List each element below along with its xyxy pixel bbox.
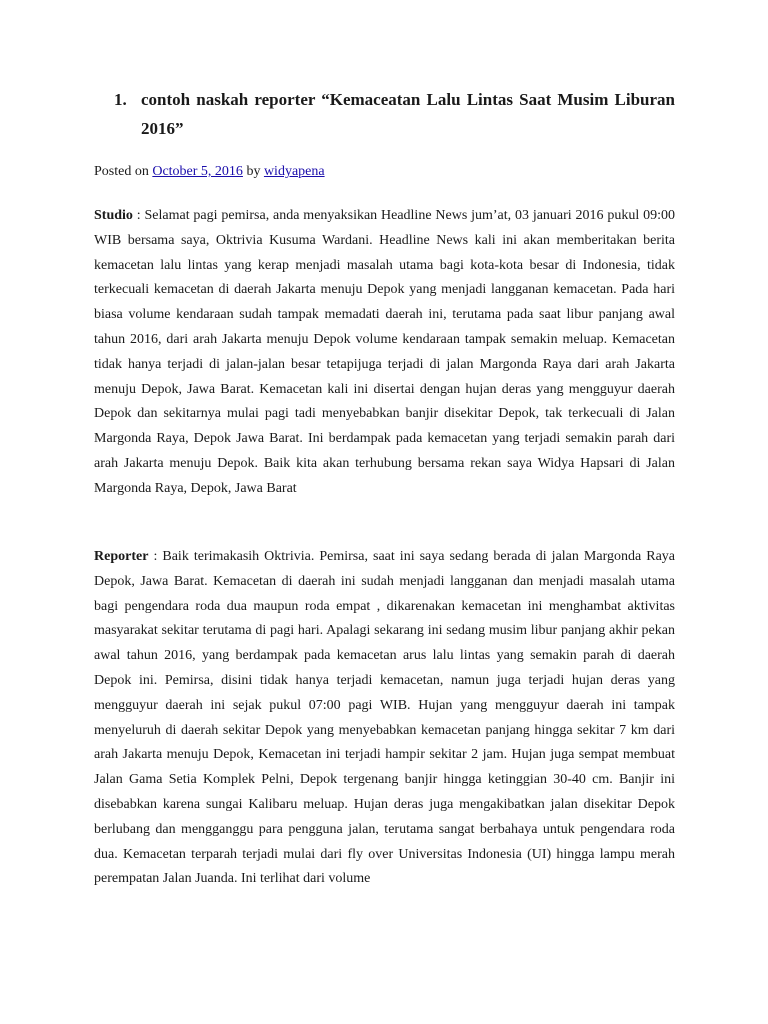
post-date-link[interactable]: October 5, 2016 bbox=[152, 164, 243, 179]
heading-number: 1. bbox=[114, 90, 127, 109]
by-text: by bbox=[246, 164, 261, 179]
author-link[interactable]: widyapena bbox=[263, 164, 325, 179]
post-meta bbox=[94, 162, 675, 182]
reporter-label: Reporter bbox=[94, 549, 149, 564]
posted-prefix: Posted on bbox=[94, 164, 149, 179]
article-heading bbox=[114, 85, 675, 143]
reporter-paragraph bbox=[94, 545, 675, 892]
studio-label: Studio bbox=[94, 208, 133, 223]
studio-text: : Selamat pagi pemirsa, anda menyaksikan Headline News jum’at, 03 januari 2016 pukul 09:00 WIB bersama saya, Oktrivia Kusuma Wardani. Headline News kali ini akan memberitakan berita kemacetan lalu lintas yang kerap menjadi masalah utama bagi kota-kota besar di Indonesia, tidak terkecuali kemacetan di daerah Jakarta menuju Depok yang menjadi langganan kemacetan. Pada hari biasa volume kendaraan sudah tampak memadati daerah ini, terutama pada saat libur panjang awal tahun 2016, dari arah Jakarta menuju Depok volume kendaraan tampak semakin meluap. Kemacetan tidak hanya terjadi di jalan-jalan besar tetapijuga terjadi di jalan Margonda Raya dari arah Jakarta menuju Depok, Jawa Barat. Kemacetan kali ini disertai dengan hujan deras yang mengguyur daerah Depok dan sekitarnya mulai pagi tadi menyebabkan banjir disekitar Depok, tak terkecuali di Jalan Margonda Raya, Depok Jawa Barat. Ini berdampak pada kemacetan yang terjadi semakin parah dari arah Jakarta menuju Depok. Baik kita akan terhubung bersama rekan saya Widya Hapsari di Jalan Margonda Raya, Depok, Jawa Barat bbox=[94, 208, 675, 496]
studio-paragraph bbox=[94, 204, 675, 502]
reporter-text: : Baik terimakasih Oktrivia. Pemirsa, saat ini saya sedang berada di jalan Margonda Raya Depok, Jawa Barat. Kemacetan di daerah ini sudah menjadi langganan dan menjadi masalah utama bagi pengendara roda dua maupun roda empat , dikarenakan kemacetan ini menghambat aktivitas masyarakat sekitar terutama di pagi hari. Apalagi sekarang ini sedang musim libur panjang akhir pekan awal tahun 2016, yang berdampak pada kemacetan arus lalu lintas yang semakin parah di daerah Depok ini. Pemirsa, disini tidak hanya terjadi kemacetan, namun juga terjadi hujan deras yang mengguyur daerah ini sejak pukul 07:00 pagi WIB. Hujan yang mengguyur daerah ini tampak menyeluruh di daerah sekitar Depok yang menyebabkan kemacetan panjang hingga sekitar 7 km dari arah Jakarta menuju Depok, Kemacetan ini terjadi hampir sekitar 2 jam. Hujan juga sempat membuat Jalan Gama Setia Komplek Pelni, Depok tergenang banjir hingga ketinggian 30-40 cm. Banjir ini disebabkan karena sungai Kalibaru meluap. Hujan deras juga mengakibatkan jalan disekitar Depok berlubang dan mengganggu para pengguna jalan, terutama sangat berbahaya untuk pengendara roda dua. Kemacetan terparah terjadi mulai dari fly over Universitas Indonesia (UI) hingga lampu merah perempatan Jalan Juanda. Ini terlihat dari volume bbox=[94, 549, 675, 887]
heading-title: contoh naskah reporter “Kemaceatan Lalu Lintas Saat Musim Liburan 2016” bbox=[141, 90, 675, 138]
